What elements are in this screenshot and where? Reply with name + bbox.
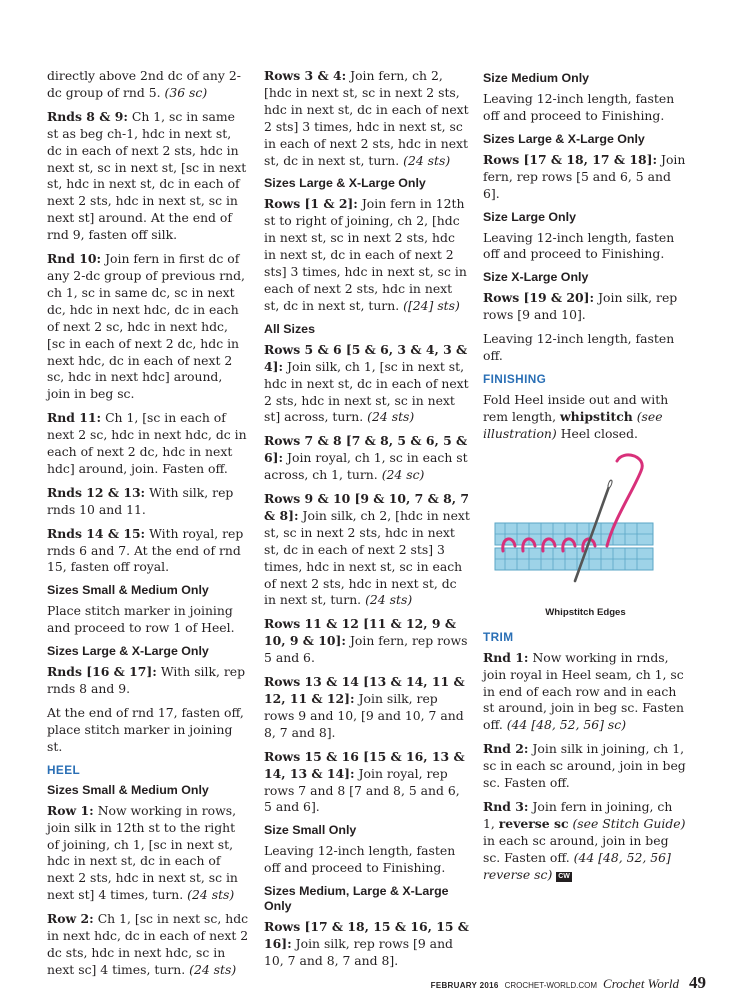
- paragraph: Rnds 8 & 9: Ch 1, sc in same st as beg ch-1, hdc in next st, dc in each of next 2 sts, hdc in next st, sc in next st, [sc in next st, hdc in next st, dc in each of next 2 sts, hdc in next st, sc in next st] around. At the end of rnd 9, fasten off silk.: [47, 108, 247, 243]
- column-2: [264, 68, 470, 977]
- subheading: Size X-Large Only: [483, 270, 589, 285]
- subheading: Size Medium Only: [483, 71, 590, 85]
- paragraph: Leaving 12-inch length, fasten off and proceed to Finishing.: [483, 91, 675, 123]
- paragraph: Rnd 10: Join fern in first dc of any 2-dc group of previous rnd, ch 1, sc in same dc, sc in next dc, hdc in next hdc, dc in each of next 2 sc, hdc in next hdc, [sc in each of next 2 dc, hdc in next hdc, dc in each of next 2 sc, hdc in next hdc] around, join in beg sc.: [47, 251, 245, 402]
- paragraph: Rnd 11: Ch 1, [sc in each of next 2 sc, hdc in next hdc, dc in each of next 2 dc, hdc in next hdc] around, join. Fasten off.: [47, 410, 247, 476]
- whipstitch-illustration: [483, 451, 688, 601]
- cw-end-badge: CW: [558, 872, 570, 880]
- paragraph: Rows 5 & 6 [5 & 6, 3 & 4, 3 & 4]: Join silk, ch 1, [sc in next st, hdc in next st, dc in each of next 2 sts, hdc in next st, sc in next st] across, turn. (24 sts): [264, 341, 469, 425]
- paragraph: Rnds [16 & 17]: With silk, rep rnds 8 and 9.: [47, 664, 246, 697]
- paragraph: Rows 7 & 8 [7 & 8, 5 & 6, 5 & 6]: Join royal, ch 1, sc in each st across, ch 1, turn. (24 sc): [264, 433, 468, 483]
- paragraph: Rnds 12 & 13: With silk, rep rnds 10 and 11.: [47, 484, 234, 517]
- paragraph: Rnd 2: Join silk in joining, ch 1, sc in each sc around, join in beg sc. Fasten off.: [483, 741, 686, 791]
- section-heading-trim: TRIM: [483, 629, 514, 644]
- paragraph: directly above 2nd dc of any 2-dc group of rnd 5. (36 sc): [47, 68, 241, 100]
- subheading: Sizes Small & Medium Only: [47, 583, 209, 598]
- paragraph: Row 2: Ch 1, [sc in next sc, hdc in next hdc, dc in each of next 2 dc sts, hdc in next hdc, sc in next sc] 4 times, turn. (24 sts): [47, 911, 249, 977]
- paragraph: Rows 11 & 12 [11 & 12, 9 & 10, 9 & 10]: Join fern, rep rows 5 and 6.: [264, 616, 468, 666]
- paragraph: Place stitch marker in joining and proceed to row 1 of Heel.: [47, 603, 235, 636]
- subheading: All Sizes: [264, 321, 315, 336]
- paragraph: Leaving 12-inch length, fasten off and proceed to Finishing.: [264, 843, 456, 876]
- section-heading-finishing: FINISHING: [483, 371, 547, 386]
- paragraph: Leaving 12-inch length, fasten off and proceed to Finishing.: [483, 229, 675, 262]
- section-heading-heel: HEEL: [47, 762, 81, 777]
- paragraph: Rows 9 & 10 [9 & 10, 7 & 8, 7 & 8]: Join silk, ch 2, [hdc in next st, sc in next 2 sts, hdc in next st, dc in each of next 2 sts] 3 times, hdc in next st, sc in each of next 2 sts, hdc in next st, dc in next st, turn. (24 sts): [264, 491, 470, 608]
- subheading: Sizes Large & X-Large Only: [47, 644, 209, 659]
- page-footer: [431, 973, 706, 993]
- column-3: [483, 68, 688, 890]
- magazine-name: Crochet World: [603, 976, 679, 991]
- subheading: Sizes Large & X-Large Only: [483, 131, 645, 146]
- subheading: Sizes Medium, Large & X-Large Only: [264, 884, 449, 914]
- subheading: Sizes Small & Medium Only: [47, 782, 209, 797]
- subheading: Size Large Only: [483, 209, 576, 224]
- paragraph: Rnd 3: Join fern in joining, ch 1, reverse sc (see Stitch Guide) in each sc around, join in beg sc. Fasten off. (44 [48, 52, 56] reverse sc) CW: [483, 798, 686, 882]
- paragraph: Rows 15 & 16 [15 & 16, 13 & 14, 13 & 14]: Join royal, rep rows 7 and 8 [7 and 8, 5 and 6, 5 and 6].: [264, 748, 465, 815]
- paragraph: Rows [19 & 20]: Join silk, rep rows [9 and 10].: [483, 290, 678, 323]
- paragraph: Rows 3 & 4: Join fern, ch 2, [hdc in next st, sc in next 2 sts, hdc in next st, dc in each of next 2 sts] 3 times, hdc in next st, sc in each of next 2 sts, hdc in next st, dc in next st, turn. (24 sts): [264, 68, 469, 168]
- paragraph: Leaving 12-inch length, fasten off.: [483, 331, 675, 364]
- paragraph: Rows [17 & 18, 17 & 18]: Join fern, rep rows [5 and 6, 5 and 6].: [483, 151, 686, 201]
- illustration-caption: Whipstitch Edges: [545, 606, 626, 618]
- subheading: Sizes Large & X-Large Only: [264, 176, 426, 191]
- paragraph: Rows [17 & 18, 15 & 16, 15 & 16]: Join silk, rep rows [9 and 10, 7 and 8, 7 and 8].: [264, 919, 469, 968]
- website: CROCHET-WORLD.COM: [504, 981, 598, 990]
- page-number: 49: [689, 973, 706, 992]
- issue-date: FEBRUARY 2016: [430, 981, 499, 990]
- column-1: [47, 68, 249, 986]
- paragraph: Rnds 14 & 15: With royal, rep rnds 6 and 7. At the end of rnd 15, fasten off royal.: [47, 525, 244, 575]
- paragraph: Fold Heel inside out and with rem length, whipstitch (see illustration) Heel closed.: [483, 391, 669, 441]
- paragraph: Row 1: Now working in rows, join silk in 12th st to the right of joining, ch 1, [sc in next st, hdc in next st, dc in each of next 2 sts, hdc in next st, sc in next st] 4 times, turn. (24 sts): [47, 802, 238, 903]
- subheading: Size Small Only: [264, 823, 357, 838]
- whipstitch-diagram: [483, 451, 688, 601]
- paragraph: Rnd 1: Now working in rnds, join royal in Heel seam, ch 1, sc in end of each row and in each st around, join in beg sc. Fasten off. (44 [48, 52, 56] sc): [483, 649, 684, 733]
- paragraph: At the end of rnd 17, fasten off, place stitch marker in joining st.: [47, 705, 244, 754]
- paragraph: Rows [1 & 2]: Join fern in 12th st to right of joining, ch 2, [hdc in next st, sc in next 2 sts, hdc in next st, dc in each of next 2 sts] 3 times, hdc in next st, sc in each of next 2 sts, hdc in next st, dc in next st, turn. ([24] sts): [264, 196, 467, 313]
- paragraph: Rows 13 & 14 [13 & 14, 11 & 12, 11 & 12]: Join silk, rep rows 9 and 10, [9 and 10, 7 and 8, 7 and 8].: [264, 674, 465, 740]
